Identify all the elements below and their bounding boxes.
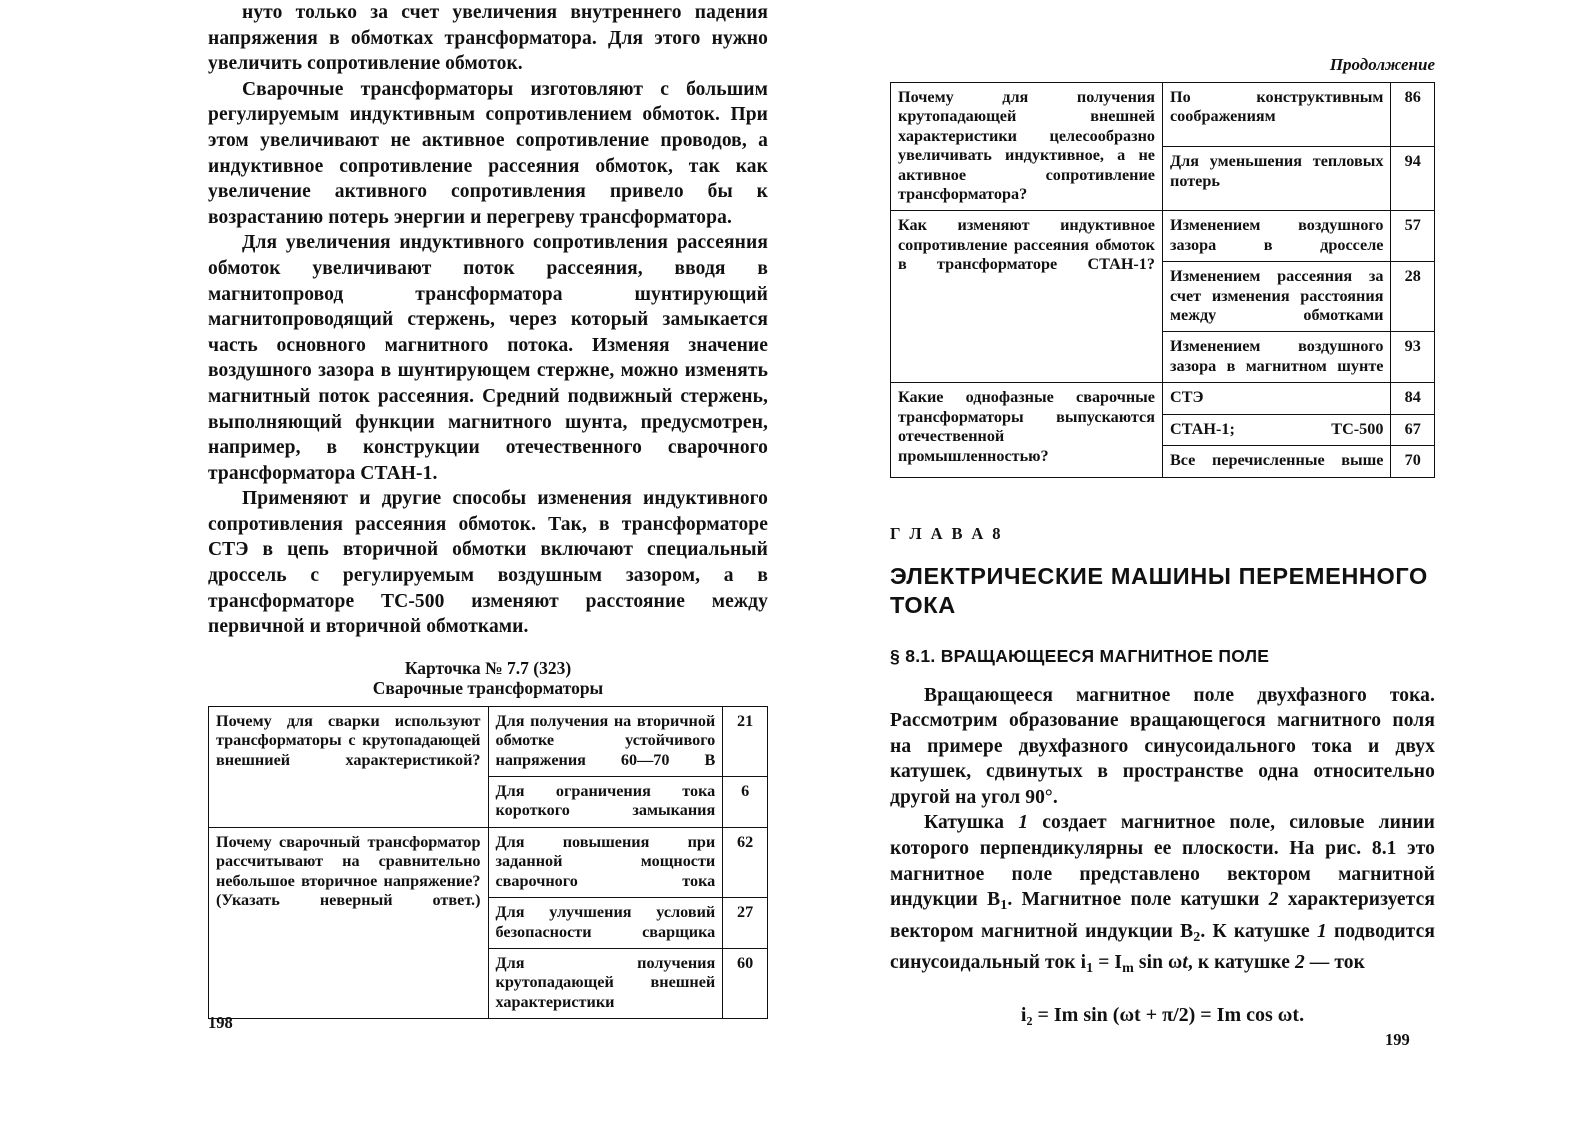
section-title: § 8.1. ВРАЩАЮЩЕЕСЯ МАГНИТНОЕ ПОЛЕ xyxy=(890,645,1270,666)
answer-number: 86 xyxy=(1391,83,1435,147)
answer-cell: СТАН-1; ТС-500 xyxy=(1163,414,1391,445)
right-paragraph-1: Вращающееся магнитное поле двухфазного тока. Рассмотрим образование вращающегося магнитного поля на примере двухфазного синусоидального тока и двух катушек, сдвинутых в пространстве одна относительно другой на угол 90°. xyxy=(890,684,1435,808)
question-cell: Какие однофазные сварочные трансформаторы выпускаются отечественной промышленностью? xyxy=(891,383,1163,477)
answer-number: 6 xyxy=(723,777,768,828)
answer-number: 94 xyxy=(1391,147,1435,211)
answer-number: 93 xyxy=(1391,332,1435,383)
left-column xyxy=(208,0,768,1126)
question-cell: Как изменяют индуктивное сопротивление рассеяния обмоток в трансформаторе СТАН-1? xyxy=(891,211,1163,383)
answer-number: 62 xyxy=(723,827,768,897)
answer-cell: Для уменьшения тепловых потерь xyxy=(1163,147,1391,211)
answer-number: 27 xyxy=(723,898,768,949)
answer-number: 57 xyxy=(1391,211,1435,262)
card-heading-line2: Сварочные трансформаторы xyxy=(372,677,604,698)
paragraph-4: Применяют и другие способы изменения индуктивного сопротивления рассеяния обмоток. Так, в трансформаторе СТЭ в цепь вторичной обмотки включают специальный дроссель с регулируемым воздушным зазором, а в трансформаторе ТС-500 изменяют расстояние между первичной и вторичной обмотками. xyxy=(208,488,768,638)
answer-cell: Изменением рассеяния за счет изменения расстояния между обмотками xyxy=(1163,262,1391,332)
table-row xyxy=(891,383,1435,414)
page-number-right: 199 xyxy=(1385,1030,1410,1049)
page-number-left: 198 xyxy=(208,1013,233,1032)
card-heading-line1: Карточка № 7.7 (323) xyxy=(404,657,572,678)
table-row xyxy=(891,211,1435,262)
right-question-table xyxy=(890,82,1435,478)
continuation-label: Продолжение xyxy=(1329,55,1435,74)
answer-cell: Для получения крутопадающей внешней характеристики xyxy=(488,948,723,1018)
answer-cell: СТЭ xyxy=(1163,383,1391,414)
table-row xyxy=(209,827,768,897)
answer-number: 67 xyxy=(1391,414,1435,445)
answer-cell: Для повышения при заданной мощности сварочного тока xyxy=(488,827,723,897)
table-row xyxy=(891,83,1435,147)
right-column xyxy=(890,0,1435,1126)
answer-cell: Для ограничения тока короткого замыкания xyxy=(488,777,723,828)
answer-cell: Для улучшения условий безопасности сварщика xyxy=(488,898,723,949)
answer-cell: Для получения на вторичной обмотке устойчивого напряжения 60—70 В xyxy=(488,706,723,776)
answer-cell: Все перечисленные выше xyxy=(1163,446,1391,477)
chapter-label: Г Л А В А 8 xyxy=(890,523,1003,543)
answer-cell: Изменением воздушного зазора в магнитном шунте xyxy=(1163,332,1391,383)
answer-number: 28 xyxy=(1391,262,1435,332)
question-cell: Почему сварочный трансформатор рассчитывают на сравнительно небольшое вторичное напряжение? (Указать неверный ответ.) xyxy=(209,827,489,1018)
paragraph-3: Для увеличения индуктивного сопротивления рассеяния обмоток увеличивают поток рассеяния, вводя в магнитопровод трансформатора шунтирующий магнитопроводящий стержень, через который замыкается часть основного магнитного потока. Изменяя значение воздушного зазора в шунтирующем стержне, можно изменять магнитный поток рассеяния. Средний подвижный стержень, выполняющий функции магнитного шунта, предусмотрен, например, в конструкции отечественного сварочного трансформатора СТАН-1. xyxy=(208,232,768,484)
answer-number: 70 xyxy=(1391,446,1435,477)
answer-cell: По конструктивным соображениям xyxy=(1163,83,1391,147)
card-heading xyxy=(208,658,768,698)
question-cell: Почему для получения крутопадающей внешней характеристики целесообразно увеличивать индуктивное, а не активное сопротивление трансформатора? xyxy=(891,83,1163,211)
formula-8-1: i₂ = Im sin (ωt + π/2) = Im cos ωt. xyxy=(1020,1003,1305,1026)
paragraph-2: Сварочные трансформаторы изготовляют с большим регулируемым индуктивным сопротивлением обмоток. При этом увеличивают не активное сопротивление проводов, а индуктивное сопротивление рассеяния обмоток, так как увеличение активного сопротивления привело бы к возрастанию потерь энергии и перегреву трансформатора. xyxy=(208,78,768,228)
paragraph-1: нуто только за счет увеличения внутреннего падения напряжения в обмотках трансформатора. Для этого нужно увеличить сопротивление обмоток. xyxy=(208,2,768,75)
answer-number: 84 xyxy=(1391,383,1435,414)
answer-number: 21 xyxy=(723,706,768,776)
chapter-title: ЭЛЕКТРИЧЕСКИЕ МАШИНЫ ПЕРЕМЕННОГО ТОКА xyxy=(890,562,1428,618)
question-cell: Почему для сварки используют трансформаторы с крутопадающей внешнией характеристикой? xyxy=(209,706,489,827)
right-paragraph-2: Катушка 1 создает магнитное поле, силовые линии которого перпендикулярны ее плоскости. На рис. 8.1 это магнитное поле представлено вектором магнитной индукции $В_1$. Магнитное поле катушки 2 характеризуется вектором магнитной индукции $В_2$. К катушке 1 подводится синусоидальный ток $i_1 = I_m$ sin ωt, к катушке 2 — ток xyxy=(890,812,1435,977)
left-question-table xyxy=(208,706,768,1019)
answer-cell: Изменением воздушного зазора в дросселе xyxy=(1163,211,1391,262)
answer-number: 60 xyxy=(723,948,768,1018)
table-row xyxy=(209,706,768,776)
